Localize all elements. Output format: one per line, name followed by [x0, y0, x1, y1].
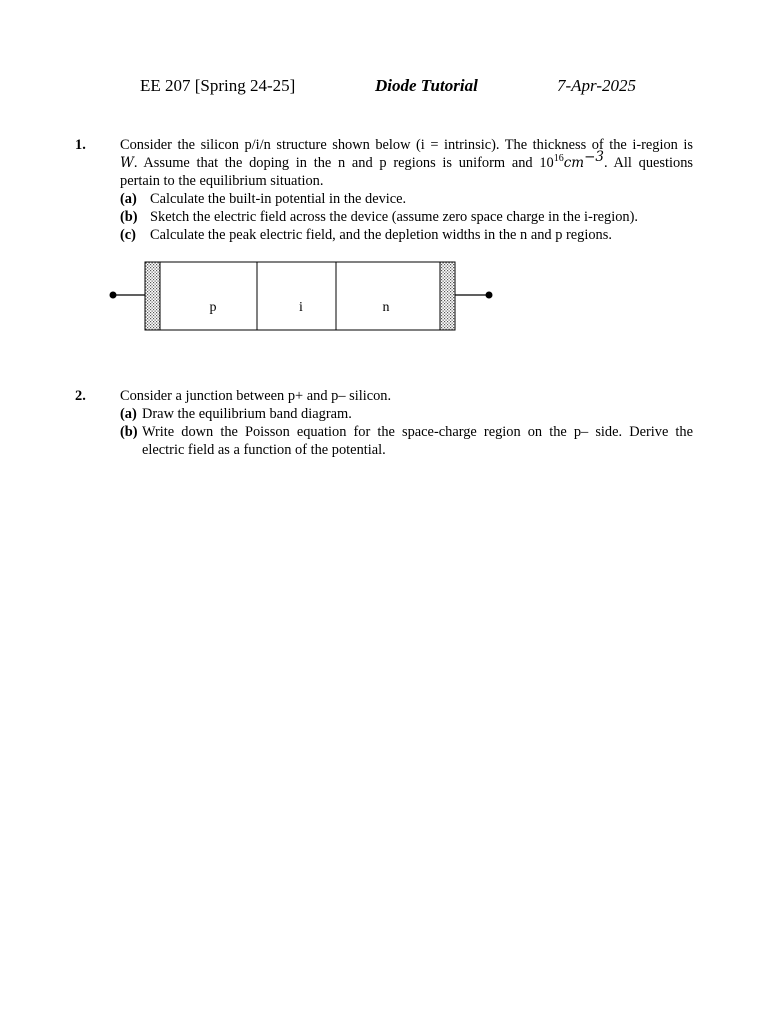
- question-number: 1.: [75, 137, 86, 153]
- question-intro-line2: [120, 149, 693, 172]
- question-part-b: [120, 208, 693, 226]
- right-contact: [440, 262, 455, 330]
- part-text: Sketch the electric field across the device (assume zero space charge in the i-region).: [150, 209, 638, 225]
- doping-base: 10: [539, 155, 554, 171]
- part-label: (a): [120, 406, 137, 422]
- part-text: Draw the equilibrium band diagram.: [142, 406, 352, 422]
- question-part-a: [120, 405, 693, 423]
- right-terminal-dot: [486, 292, 493, 299]
- variable-w: W: [120, 155, 134, 171]
- part-label: (a): [120, 191, 137, 207]
- pin-structure-diagram: [105, 258, 505, 338]
- document-date: 7-Apr-2025: [557, 76, 636, 95]
- unit-exponent: −3: [584, 149, 604, 166]
- part-text: Calculate the peak electric field, and the depletion widths in the n and p regions.: [150, 227, 612, 243]
- device-body: [160, 262, 440, 330]
- part-label: (b): [120, 209, 138, 225]
- left-contact: [145, 262, 160, 330]
- question-body: [120, 387, 693, 459]
- p-region-label: p: [209, 300, 217, 315]
- question-body: [120, 136, 693, 244]
- part-label: (b): [120, 424, 138, 440]
- doping-unit: cm: [563, 155, 585, 171]
- i-region-label: i: [299, 300, 303, 315]
- part-text: Calculate the built-in potential in the device.: [150, 191, 407, 207]
- left-terminal-dot: [110, 292, 117, 299]
- n-region-label: n: [382, 300, 390, 315]
- question-part-c: [120, 226, 693, 244]
- part-text-line1: Write down the Poisson equation for the space-charge region on the p– side. Derive the: [142, 424, 693, 440]
- question-part-b: [120, 423, 693, 459]
- doping-exponent: 16: [553, 153, 564, 165]
- intro-text: . Assume that the doping in the n and p regions is uniform and: [133, 155, 540, 171]
- part-text-line2: electric field as a function of the potential.: [142, 442, 386, 458]
- question-intro: Consider a junction between p+ and p– silicon.: [120, 388, 392, 404]
- doping-value: [539, 149, 604, 171]
- question-intro-line1: Consider the silicon p/i/n structure shown below (i = intrinsic). The thickness of the i-region is: [120, 137, 693, 153]
- intro-text-end: . All questions: [604, 155, 693, 171]
- question-part-a: [120, 190, 693, 208]
- document-title: Diode Tutorial: [375, 76, 478, 95]
- question-number: 2.: [75, 388, 86, 404]
- course-code: EE 207 [Spring 24-25]: [140, 76, 296, 95]
- question-intro-line3: pertain to the equilibrium situation.: [120, 173, 324, 189]
- page-header: [0, 76, 768, 100]
- part-label: (c): [120, 227, 136, 243]
